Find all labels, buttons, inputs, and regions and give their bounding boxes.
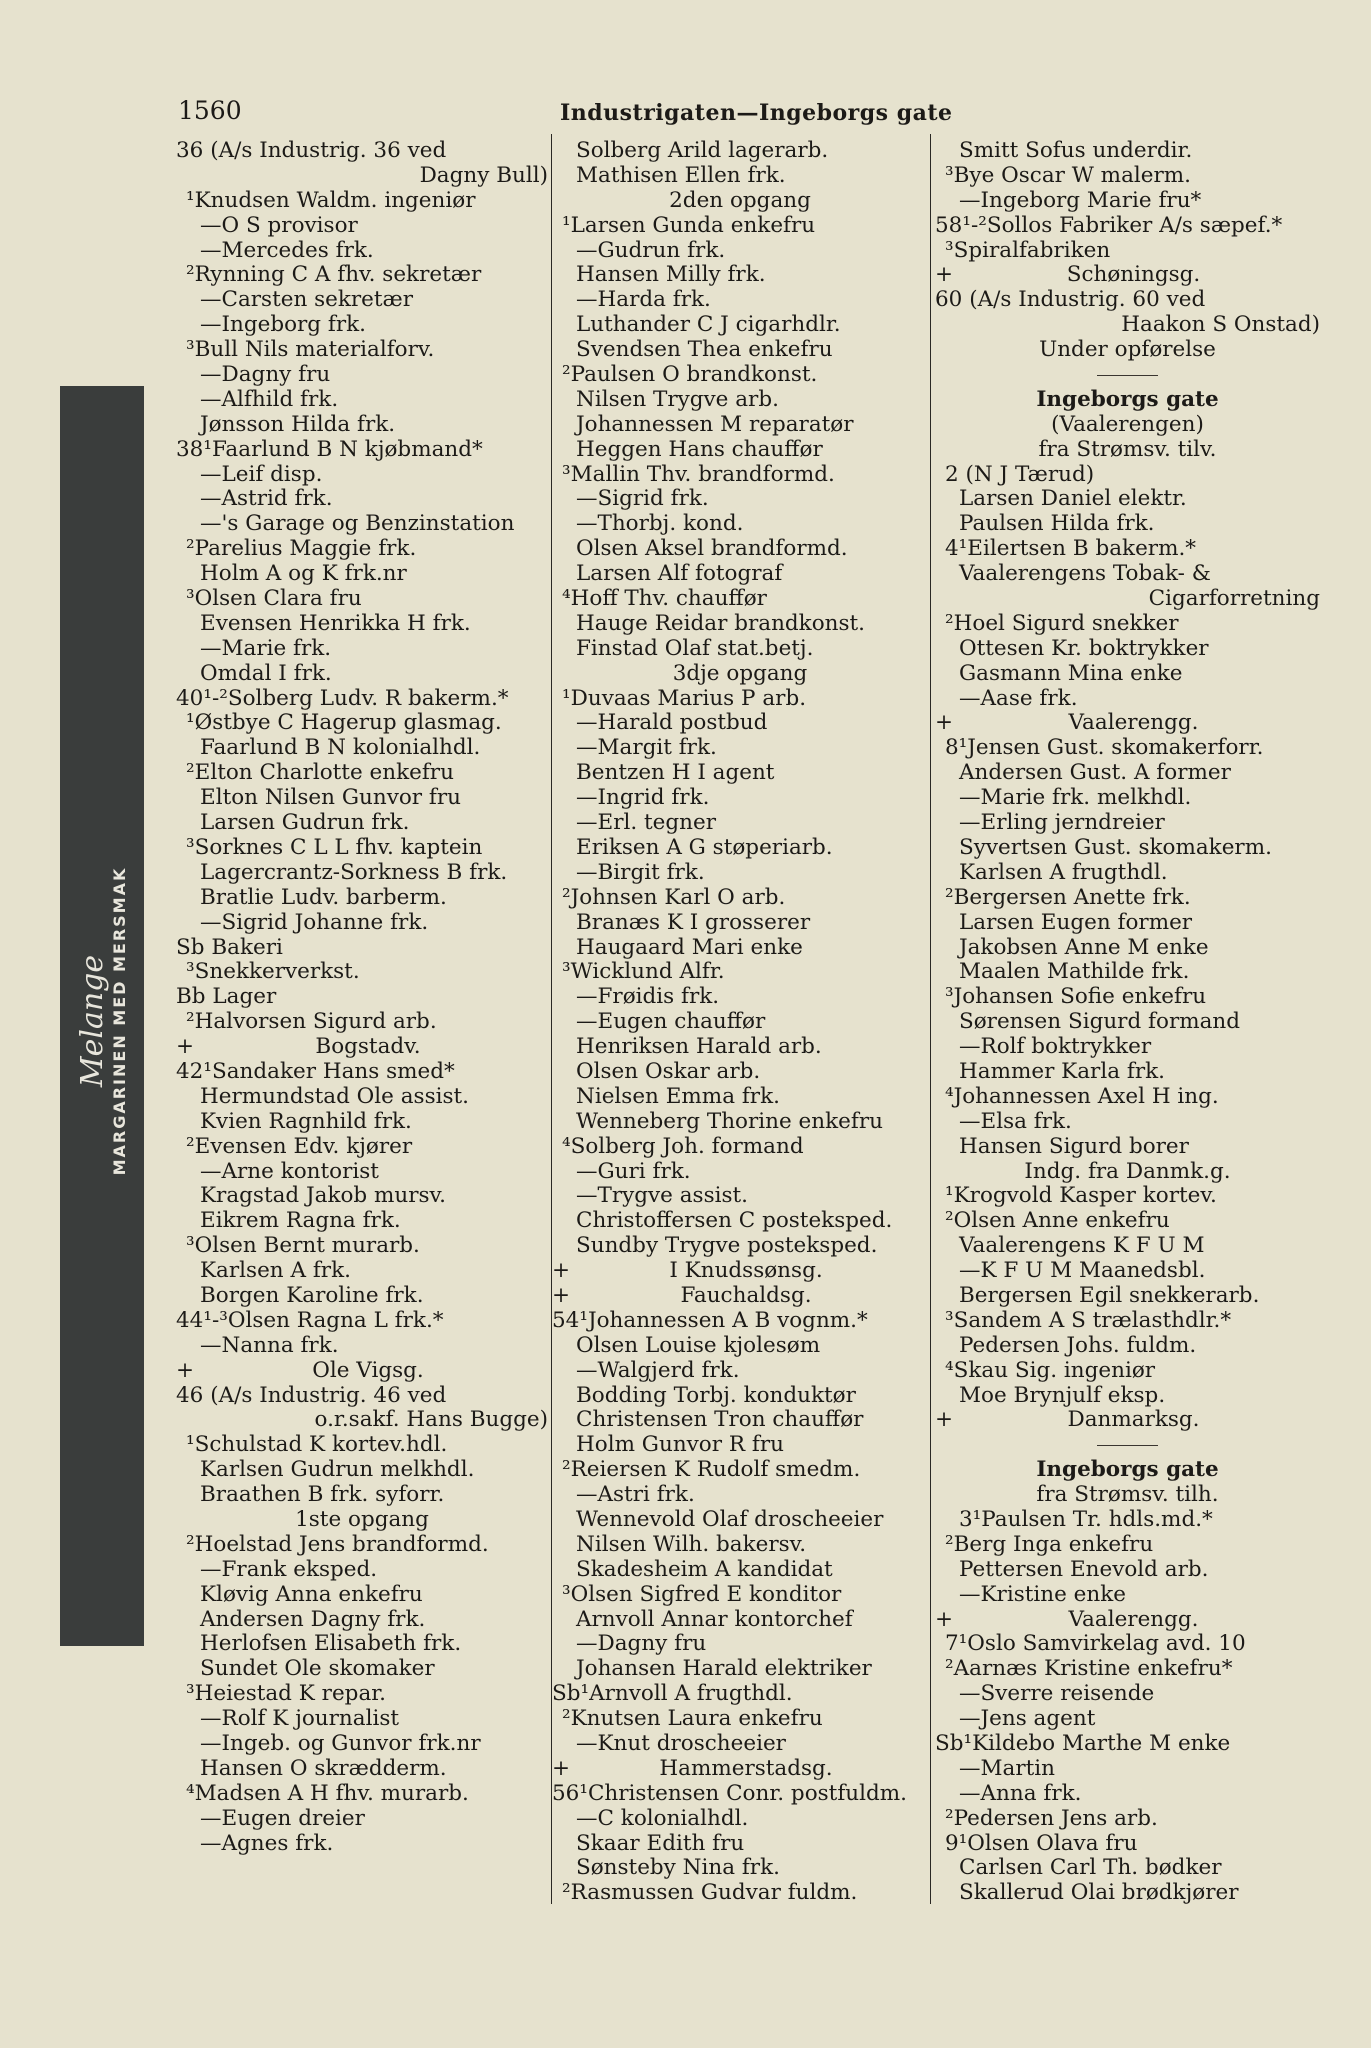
directory-entry: ³Snekkerverkst. [186, 959, 360, 985]
directory-entry: Olsen Aksel brandformd. [576, 536, 848, 562]
directory-entry: Lagercrantz-Sorkness B frk. [200, 859, 508, 885]
directory-entry: 8¹Jensen Gust. skomakerforr. [945, 735, 1264, 761]
directory-entry: —K F U M Maanedsbl. [959, 1258, 1206, 1284]
directory-entry: —Frøidis frk. [576, 984, 720, 1010]
column-2 [552, 139, 928, 1906]
directory-entry: Sørensen Sigurd formand [959, 1009, 1241, 1035]
directory-entry: ³Olsen Sigfred E konditor [562, 1581, 842, 1607]
directory-entry: —Sverre reisende [959, 1681, 1155, 1707]
cross-street-icon: + [935, 1606, 954, 1632]
page-number: 1560 [178, 96, 242, 125]
directory-entry: 2 (N J Tærud) [945, 461, 1095, 487]
directory-entry: Karlsen A frugthdl. [959, 859, 1168, 885]
directory-entry: —Leif disp. [200, 461, 323, 487]
directory-entry: Karlsen Gudrun melkhdl. [200, 1457, 475, 1483]
directory-entry: —Marie frk. [200, 635, 332, 661]
cross-street-label: Danmarksg. [1067, 1407, 1200, 1433]
directory-entry: —'s Garage og Benzinstation [200, 511, 515, 537]
directory-entry: Heggen Hans chauffør [576, 436, 823, 462]
directory-entry: Kløvig Anna enkefru [200, 1581, 423, 1607]
directory-entry: Olsen Oskar arb. [576, 1058, 761, 1084]
entry-continuation: Cigarforretning [1148, 586, 1320, 612]
directory-entry: ³Johansen Sofie enkefru [945, 984, 1207, 1010]
directory-entry: —Sigrid Johanne frk. [200, 909, 429, 935]
directory-entry: Hansen O skrædderm. [200, 1755, 447, 1781]
directory-entry: —Eugen dreier [200, 1805, 365, 1831]
directory-entry: —Sigrid frk. [576, 486, 709, 512]
directory-entry: ¹Larsen Gunda enkefru [562, 212, 816, 238]
directory-entry: ³Sandem A S trælasthdlr.* [945, 1307, 1232, 1333]
directory-entry: ²Olsen Anne enkefru [945, 1208, 1170, 1234]
cross-street-icon: + [935, 710, 954, 736]
directory-entry: Braathen B frk. syforr. [200, 1482, 445, 1508]
directory-entry: Vaalerengens Tobak- & [959, 561, 1211, 587]
directory-entry: Arnvoll Annar kontorchef [576, 1606, 853, 1632]
cross-street-icon: + [176, 1034, 195, 1060]
directory-entry: Carlsen Carl Th. bødker [959, 1855, 1222, 1881]
cross-street-label: I Knudssønsg. [669, 1258, 823, 1284]
directory-entry: Skadesheim A kandidat [576, 1556, 833, 1582]
directory-entry: 60 (A/s Industrig. 60 ved [935, 287, 1206, 313]
directory-entry: 44¹-³Olsen Ragna L frk.* [176, 1307, 444, 1333]
directory-entry: ⁴Solberg Joh. formand [562, 1133, 804, 1159]
directory-entry: —Arne kontorist [200, 1158, 379, 1184]
directory-entry: —Trygve assist. [576, 1183, 748, 1209]
directory-entry: Larsen Eugen former [959, 909, 1193, 935]
directory-entry: Ottesen Kr. boktrykker [959, 635, 1209, 661]
directory-entry: Johansen Harald elektriker [576, 1656, 872, 1682]
directory-entry: Wenneberg Thorine enkefru [576, 1108, 883, 1134]
directory-entry: Karlsen A frk. [200, 1258, 351, 1284]
directory-entry: Hermundstad Ole assist. [200, 1083, 470, 1109]
directory-entry: —Astrid frk. [200, 486, 333, 512]
cross-street-icon: + [935, 1407, 954, 1433]
ad-slogan: MARGARINEN MED MERSMAK [110, 866, 129, 1176]
directory-entry: ²Pedersen Jens arb. [945, 1805, 1158, 1831]
directory-entry: 42¹Sandaker Hans smed* [176, 1058, 455, 1084]
section-heading: fra Strømsv. tilh. [1036, 1482, 1219, 1508]
directory-entry: ³Olsen Clara fru [186, 586, 362, 612]
directory-entry: —Harda frk. [576, 287, 711, 313]
directory-entry: —Erl. tegner [576, 810, 716, 836]
cross-street [935, 263, 1320, 288]
directory-entry: Elton Nilsen Gunvor fru [200, 785, 461, 811]
directory-entry: ²Hoelstad Jens brandformd. [186, 1531, 489, 1557]
directory-entry: Christoffersen C posteksped. [576, 1208, 893, 1234]
margarine-advertisement [60, 386, 144, 1646]
directory-entry: Herlofsen Elisabeth frk. [200, 1631, 462, 1657]
directory-entry: ¹Krogvold Kasper kortev. [945, 1183, 1217, 1209]
directory-entry: Mathisen Ellen frk. [576, 162, 786, 188]
directory-entry: 56¹Christensen Conr. postfuldm. [552, 1780, 907, 1806]
ad-brand: Melange [75, 954, 110, 1088]
directory-entry: Solberg Arild lagerarb. [576, 138, 829, 163]
directory-entry: Sundet Ole skomaker [200, 1656, 435, 1682]
directory-entry: ²Berg Inga enkefru [945, 1531, 1154, 1557]
section-heading: fra Strømsv. tilv. [1038, 436, 1217, 462]
page-header: Industrigaten—Ingeborgs gate [560, 100, 953, 126]
section-heading: (Vaalerengen) [1051, 411, 1204, 437]
street-heading: Ingeborgs gate [1036, 386, 1219, 412]
directory-entry: ²Elton Charlotte enkefru [186, 760, 454, 786]
directory-entry: Nielsen Emma frk. [576, 1083, 780, 1109]
directory-entry: —Harald postbud [576, 710, 768, 736]
directory-entry: Haugaard Mari enke [576, 934, 803, 960]
directory-entry: Bentzen H I agent [576, 760, 775, 786]
directory-entry: Larsen Gudrun frk. [200, 810, 410, 836]
cross-street-label: Hammerstadsg. [659, 1755, 833, 1781]
directory-entry: Nilsen Wilh. bakersv. [576, 1531, 807, 1557]
directory-entry: 9¹Olsen Olava fru [945, 1830, 1138, 1856]
directory-entry: ⁴Skau Sig. ingeniør [945, 1357, 1156, 1383]
directory-entry: —Aase frk. [959, 685, 1078, 711]
cross-street-icon: + [176, 1357, 195, 1383]
directory-entry: Hansen Milly frk. [576, 262, 766, 288]
directory-entry: ³Heiestad K repar. [186, 1681, 387, 1707]
directory-entry: Skallerud Olai brødkjører [959, 1880, 1239, 1906]
directory-entry: —Birgit frk. [576, 859, 705, 885]
directory-entry: Sb¹Kildebo Marthe M enke [935, 1731, 1231, 1756]
directory-entry: Evensen Henrikka H frk. [200, 610, 471, 636]
directory-entry: Kvien Ragnhild frk. [200, 1108, 412, 1134]
directory-entry: Finstad Olaf stat.betj. [576, 635, 814, 661]
directory-entry: Borgen Karoline frk. [200, 1282, 424, 1308]
directory-entry: —Thorbj. kond. [576, 511, 744, 537]
cross-street-icon: + [552, 1282, 571, 1308]
directory-entry: —Astri frk. [576, 1482, 695, 1508]
directory-entry: —Jens agent [959, 1706, 1096, 1732]
directory-entry: Eikrem Ragna frk. [200, 1208, 401, 1234]
directory-entry: —Guri frk. [576, 1158, 691, 1184]
cross-street [552, 1284, 928, 1309]
directory-entry: —Anna frk. [959, 1780, 1082, 1806]
directory-entry: Faarlund B N kolonialhdl. [200, 735, 481, 761]
cross-street [935, 711, 1320, 736]
directory-entry: Christensen Tron chauffør [576, 1407, 864, 1433]
directory-entry: Wennevold Olaf droscheeier [576, 1506, 884, 1532]
directory-entry: ²Johnsen Karl O arb. [562, 884, 786, 910]
directory-entry: ¹Duvaas Marius P arb. [562, 685, 807, 711]
directory-entry: ²Knutsen Laura enkefru [562, 1706, 823, 1732]
directory-entry: —Carsten sekretær [200, 287, 414, 313]
directory-entry: Jønsson Hilda frk. [200, 411, 396, 437]
directory-entry: —Ingeb. og Gunvor frk.nr [200, 1731, 481, 1756]
directory-entry: Bodding Torbj. konduktør [576, 1382, 856, 1408]
directory-entry: —O S provisor [200, 212, 358, 238]
directory-entry: —Eugen chauffør [576, 1009, 766, 1035]
cross-street-label: Schøningsg. [1066, 262, 1201, 288]
directory-entry: ³Sorknes C L L fhv. kaptein [186, 834, 483, 860]
section-heading: Indg. fra Danmk.g. [1024, 1158, 1231, 1184]
directory-entry: Paulsen Hilda frk. [959, 511, 1155, 537]
directory-entry: ³Mallin Thv. brandformd. [562, 461, 835, 487]
directory-entry: 46 (A/s Industrig. 46 ved [176, 1382, 447, 1408]
directory-entry: Bratlie Ludv. barberm. [200, 884, 447, 910]
directory-entry: 58¹-²Sollos Fabriker A/s sæpef.* [935, 212, 1283, 238]
directory-entry: Luthander C J cigarhdlr. [576, 312, 841, 338]
directory-entry: ⁴Madsen A H fhv. murarb. [186, 1780, 469, 1806]
cross-street [176, 1035, 548, 1060]
directory-entry: Larsen Daniel elektr. [959, 486, 1187, 512]
directory-entry: Andersen Dagny frk. [200, 1606, 426, 1632]
directory-entry: Nilsen Trygve arb. [576, 386, 779, 412]
directory-entry: ²Evensen Edv. kjører [186, 1133, 413, 1159]
directory-entry: —Rolf K journalist [200, 1706, 400, 1732]
directory-entry: Johannessen M reparatør [576, 411, 854, 437]
directory-entry: —Ingeborg frk. [200, 312, 367, 338]
directory-entry: —C kolonialhdl. [576, 1805, 749, 1831]
section-heading: 2den opgang [669, 187, 811, 213]
directory-entry: —Dagny fru [576, 1631, 707, 1657]
cross-street-label: Ole Vigsg. [312, 1357, 424, 1383]
directory-entry: Sundby Trygve posteksped. [576, 1233, 878, 1259]
cross-street-icon: + [935, 262, 954, 288]
directory-entry: ⁴Johannessen Axel H ing. [945, 1083, 1219, 1109]
directory-entry: ²Paulsen O brandkonst. [562, 362, 818, 388]
directory-entry: —Marie frk. melkhdl. [959, 785, 1192, 811]
directory-entry: Sb Bakeri [176, 934, 283, 960]
cross-street [552, 1259, 928, 1284]
directory-entry: Bb Lager [176, 984, 277, 1010]
directory-entry: Jakobsen Anne M enke [959, 934, 1209, 960]
directory-entry: Smitt Sofus underdir. [959, 138, 1193, 163]
directory-entry: Kragstad Jakob mursv. [200, 1183, 446, 1209]
directory-entry: Hammer Karla frk. [959, 1058, 1165, 1084]
directory-entry: Olsen Louise kjolesøm [576, 1332, 821, 1358]
section-heading: 1ste opgang [295, 1506, 429, 1532]
directory-entry: ²Aarnæs Kristine enkefru* [945, 1656, 1233, 1682]
directory-entry: Sønsteby Nina frk. [576, 1855, 780, 1881]
directory-entry: Pettersen Enevold arb. [959, 1556, 1209, 1582]
directory-entry: —Frank eksped. [200, 1556, 378, 1582]
section-heading: Under opførelse [1039, 337, 1216, 363]
section-heading: 3dje opgang [672, 660, 808, 686]
directory-entry: 54¹Johannessen A B vognm.* [552, 1307, 868, 1333]
directory-entry: Svendsen Thea enkefru [576, 337, 833, 363]
directory-entry: Vaalerengens K F U M [959, 1233, 1205, 1259]
directory-entry: ¹Knudsen Waldm. ingeniør [186, 187, 476, 213]
directory-entry: —Gudrun frk. [576, 237, 726, 263]
entry-continuation: Dagny Bull) [419, 162, 548, 188]
cross-street [935, 1608, 1320, 1633]
directory-entry: Henriksen Harald arb. [576, 1034, 822, 1060]
directory-entry: —Erling jerndreier [959, 810, 1165, 836]
cross-street-icon: + [552, 1258, 571, 1284]
directory-entry: —Ingrid frk. [576, 785, 710, 811]
cross-street-label: Vaalerengg. [1068, 710, 1199, 736]
directory-entry: Sb¹Arnvoll A frugthdl. [552, 1681, 793, 1707]
directory-entry: ²Rynning C A fhv. sekretær [186, 262, 482, 288]
cross-street-label: Fauchaldsg. [680, 1282, 812, 1308]
directory-entry: Skaar Edith fru [576, 1830, 745, 1856]
directory-entry: ¹Schulstad K kortev.hdl. [186, 1432, 448, 1458]
directory-entry: Hansen Sigurd borer [959, 1133, 1189, 1159]
directory-entry: 36 (A/s Industrig. 36 ved [176, 138, 447, 163]
directory-entry: —Martin [959, 1755, 1055, 1781]
entry-continuation: o.r.sakf. Hans Bugge) [314, 1407, 548, 1433]
directory-entry: —Rolf boktrykker [959, 1034, 1152, 1060]
directory-entry: ²Hoel Sigurd snekker [945, 610, 1179, 636]
entry-continuation: Haakon S Onstad) [1121, 312, 1320, 338]
directory-entry: ³Bull Nils materialforv. [186, 337, 435, 363]
directory-entry: ¹Østbye C Hagerup glasmag. [186, 710, 502, 736]
directory-entry: Moe Brynjulf eksp. [959, 1382, 1166, 1408]
directory-entry: —Margit frk. [576, 735, 717, 761]
column-rule-right [930, 134, 931, 1904]
directory-entry: ²Rasmussen Gudvar fuldm. [562, 1880, 858, 1906]
directory-entry: ³Wicklund Alfr. [562, 959, 725, 985]
directory-entry: —Dagny fru [200, 362, 331, 388]
directory-entry: 3¹Paulsen Tr. hdls.md.* [959, 1506, 1213, 1532]
directory-entry: —Ingeborg Marie fru* [959, 187, 1202, 213]
directory-entry: Branæs K I grosserer [576, 909, 811, 935]
cross-street-label: Bogstadv. [315, 1034, 421, 1060]
directory-entry: —Walgjerd frk. [576, 1357, 740, 1383]
directory-entry: —Elsa frk. [959, 1108, 1072, 1134]
directory-entry: Eriksen A G støperiarb. [576, 834, 833, 860]
directory-entry: 7¹Oslo Samvirkelag avd. 10 [945, 1631, 1246, 1657]
street-heading: Ingeborgs gate [1036, 1457, 1219, 1483]
cross-street [935, 1408, 1320, 1433]
directory-entry: ⁴Hoff Thv. chauffør [562, 586, 767, 612]
directory-entry: Larsen Alf fotograf [576, 561, 783, 587]
directory-entry: —Alfhild frk. [200, 386, 339, 412]
cross-street-icon: + [552, 1755, 571, 1781]
directory-entry: ²Bergersen Anette frk. [945, 884, 1191, 910]
section-divider [935, 363, 1320, 388]
directory-entry: ³Spiralfabriken [945, 237, 1111, 263]
directory-entry: Syvertsen Gust. skomakerm. [959, 834, 1272, 860]
directory-entry: —Nanna frk. [200, 1332, 339, 1358]
directory-entry: ²Halvorsen Sigurd arb. [186, 1009, 437, 1035]
directory-entry: Hauge Reidar brandkonst. [576, 610, 866, 636]
directory-entry: —Knut droscheeier [576, 1731, 786, 1756]
directory-entry: —Kristine enke [959, 1581, 1126, 1607]
directory-entry: ²Parelius Maggie frk. [186, 536, 417, 562]
directory-entry: Andersen Gust. A former [959, 760, 1231, 786]
cross-street [552, 1757, 928, 1782]
directory-entry: Gasmann Mina enke [959, 660, 1183, 686]
column-1 [176, 139, 548, 1856]
directory-entry: —Agnes frk. [200, 1830, 334, 1856]
section-divider [935, 1433, 1320, 1458]
directory-entry: Holm A og K frk.nr [200, 561, 407, 587]
ad-text [75, 641, 145, 1401]
directory-entry: 4¹Eilertsen B bakerm.* [945, 536, 1197, 562]
directory-entry: Omdal I frk. [200, 660, 332, 686]
column-3 [935, 139, 1320, 1906]
directory-entry: Bergersen Egil snekkerarb. [959, 1282, 1260, 1308]
directory-entry: Holm Gunvor R fru [576, 1432, 784, 1458]
directory-entry: ³Olsen Bernt murarb. [186, 1233, 420, 1259]
directory-entry: 38¹Faarlund B N kjøbmand* [176, 436, 483, 462]
directory-entry: —Mercedes frk. [200, 237, 374, 263]
directory-entry: 40¹-²Solberg Ludv. R bakerm.* [176, 685, 509, 711]
directory-entry: Maalen Mathilde frk. [959, 959, 1190, 985]
directory-entry: ³Bye Oscar W malerm. [945, 162, 1191, 188]
directory-entry: ²Reiersen K Rudolf smedm. [562, 1457, 861, 1483]
cross-street [176, 1359, 548, 1384]
cross-street-label: Vaalerengg. [1068, 1606, 1199, 1632]
directory-entry: Pedersen Johs. fuldm. [959, 1332, 1197, 1358]
